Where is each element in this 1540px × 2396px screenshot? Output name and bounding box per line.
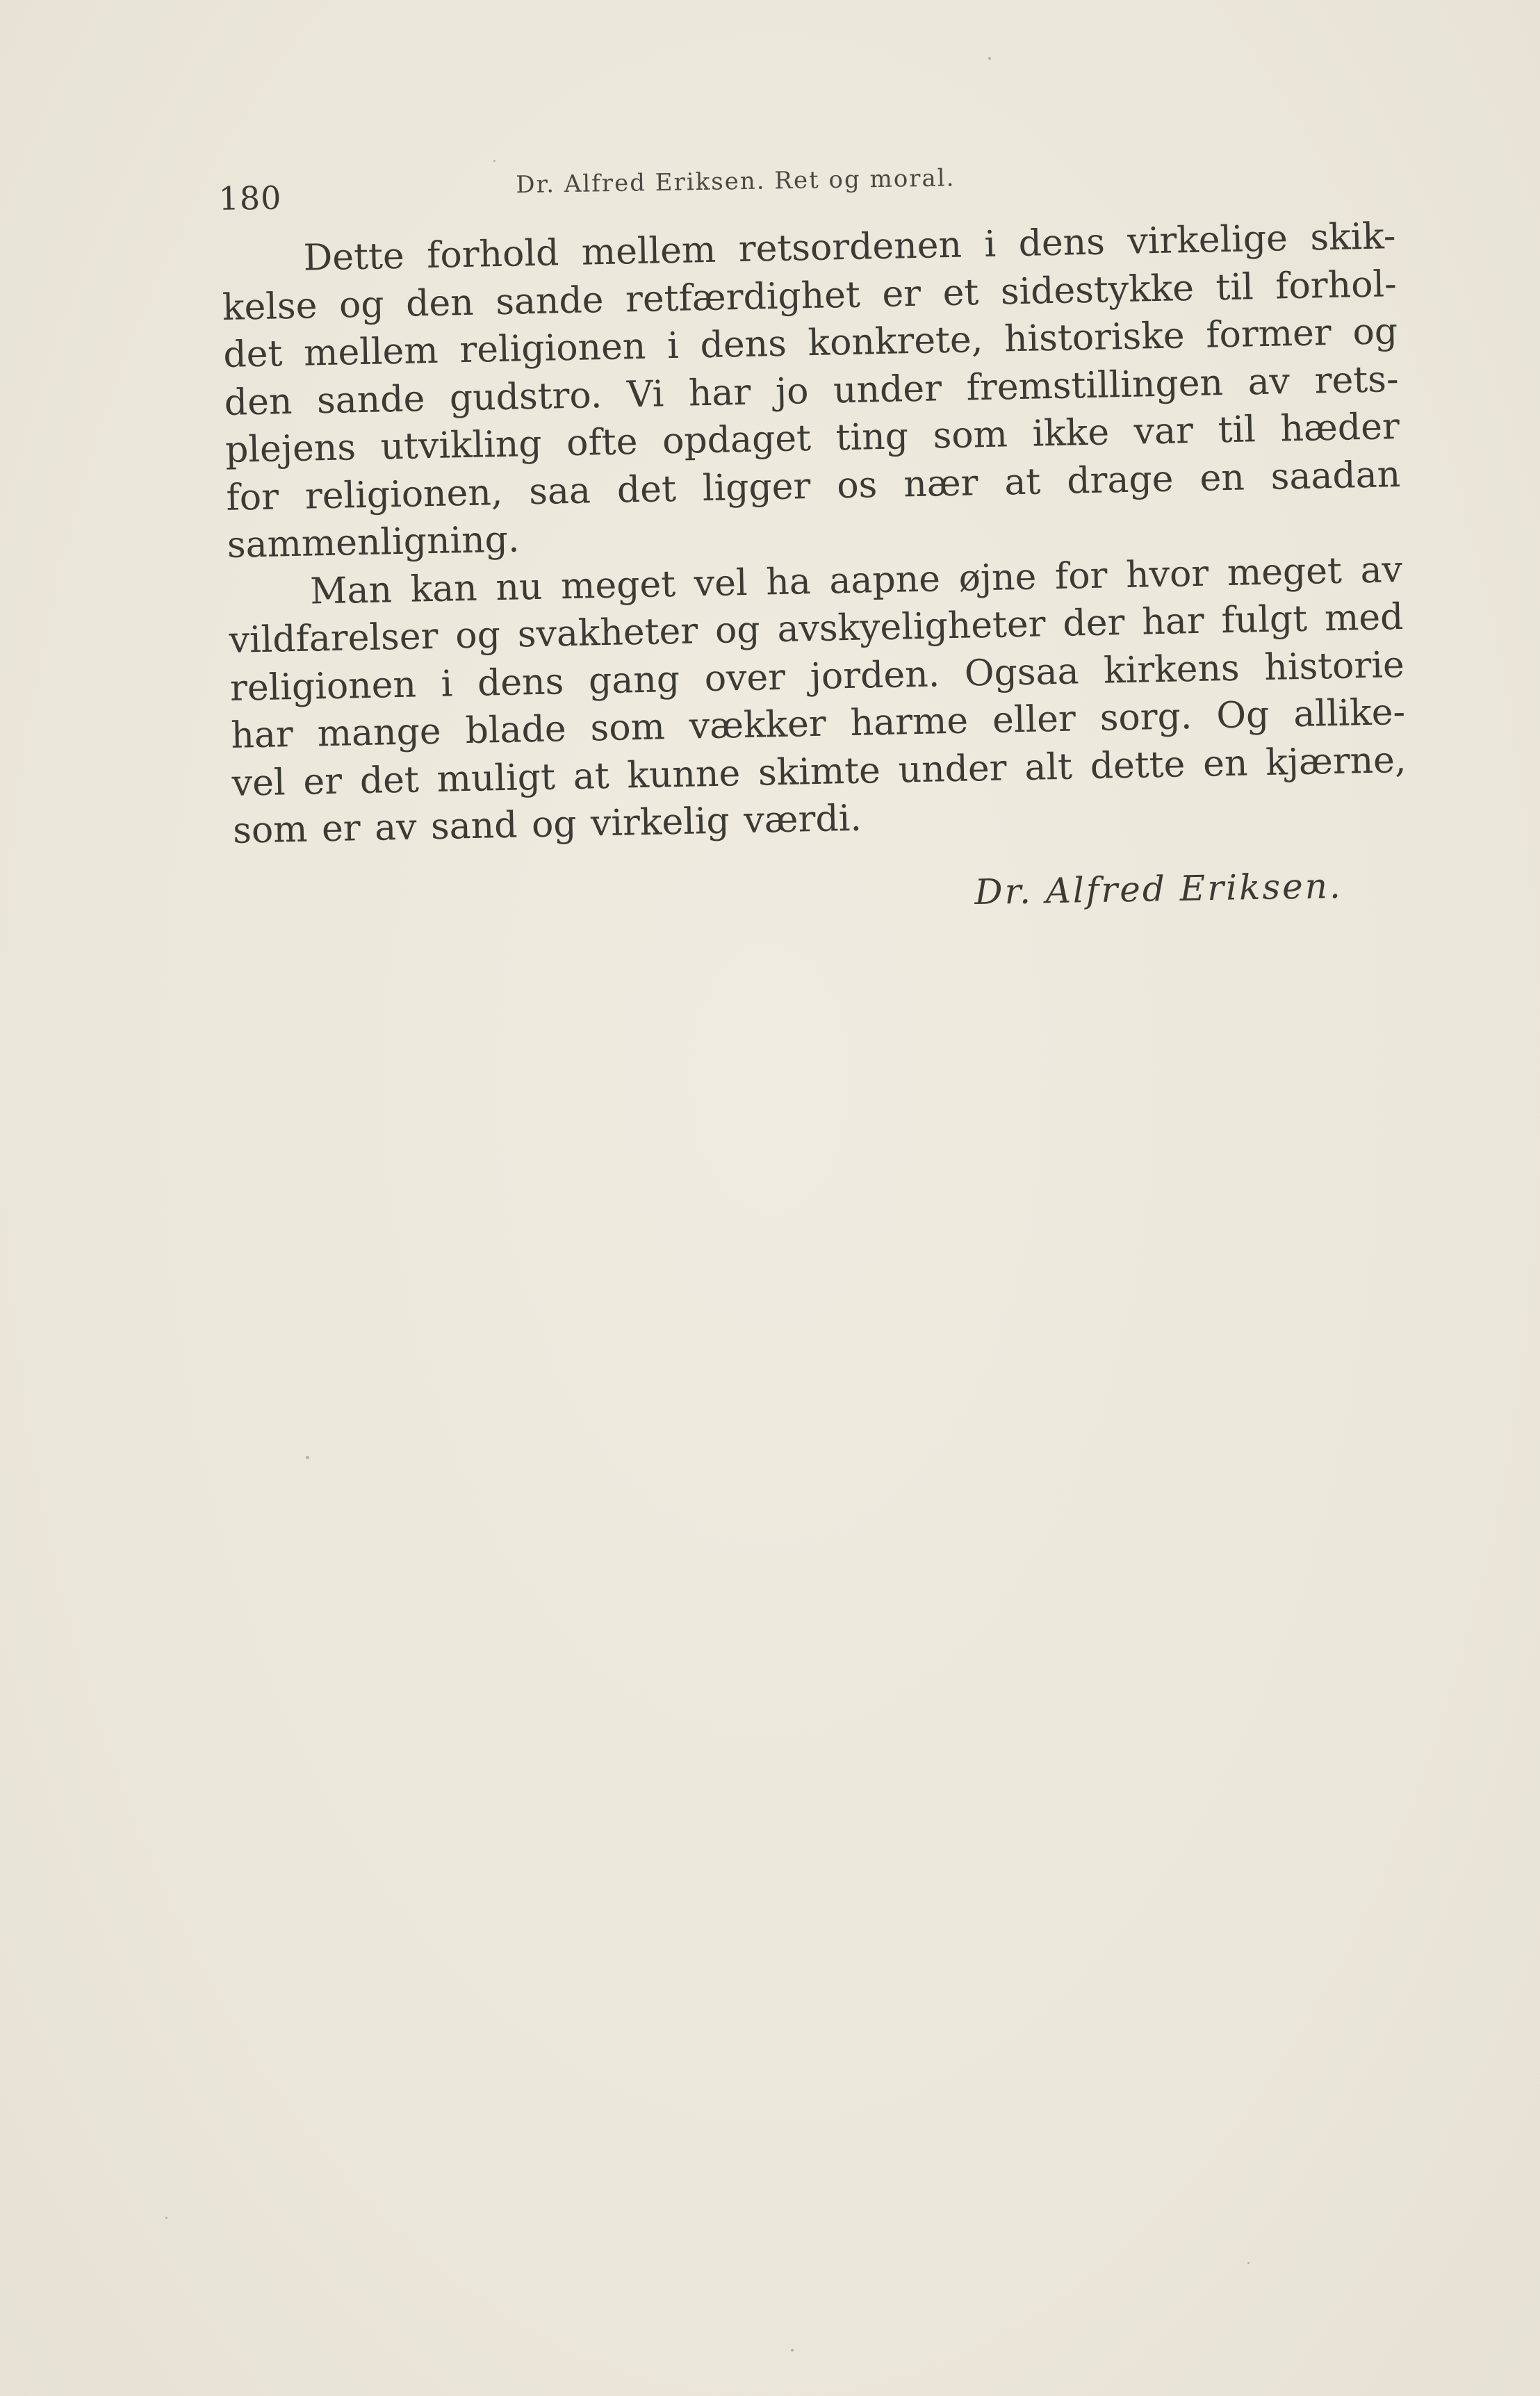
word: mellem <box>303 329 439 375</box>
word: historiske <box>1004 315 1186 361</box>
word: religionen <box>459 325 646 372</box>
word: sorg. <box>1099 696 1193 739</box>
word: historie <box>1263 643 1405 689</box>
word: religionen, <box>304 471 503 518</box>
word: skimte <box>757 749 881 794</box>
word: opdaget <box>662 418 812 463</box>
word: Vi <box>626 372 664 416</box>
word: i <box>666 325 680 368</box>
page-number: 180 <box>218 179 282 218</box>
word: os <box>836 463 878 507</box>
word: Dette <box>303 235 405 279</box>
paper-speck <box>306 1456 309 1459</box>
word: for <box>225 475 279 519</box>
word: vækker <box>689 703 827 748</box>
paper-speck <box>493 160 495 162</box>
page-header <box>215 156 1147 218</box>
word: allike- <box>1293 691 1406 736</box>
word: skik- <box>1309 215 1396 259</box>
word: dens <box>1018 221 1106 265</box>
word: forhold <box>426 232 559 277</box>
running-head: Dr. Alfred Eriksen. Ret og moral. <box>516 164 956 199</box>
word: har <box>688 371 751 415</box>
paragraph-1 <box>221 213 1402 569</box>
word: kelse <box>222 284 318 329</box>
word: dens <box>699 322 787 367</box>
word: aapne <box>828 557 941 602</box>
word: at <box>1004 460 1041 503</box>
word: og <box>714 609 761 652</box>
word: jo <box>775 370 810 413</box>
word: virkelige <box>1127 218 1288 263</box>
word: eller <box>992 698 1076 741</box>
word: ofte <box>566 421 639 465</box>
word: dens <box>477 660 564 705</box>
word: i <box>441 662 453 705</box>
word: retfærdighet <box>625 274 861 320</box>
word: plejens <box>224 427 357 471</box>
word: hæder <box>1279 406 1400 450</box>
word: under <box>833 367 942 411</box>
word: retsordenen <box>738 224 962 271</box>
word: drage <box>1066 458 1174 502</box>
word: var <box>1133 409 1194 453</box>
word: mange <box>317 710 442 755</box>
word: Ogsaa <box>964 650 1080 695</box>
word: sande <box>495 279 605 323</box>
word: hvor <box>1125 552 1209 596</box>
word: har <box>230 714 294 757</box>
word: er <box>881 272 921 315</box>
word: og <box>1352 311 1398 354</box>
word: der <box>1062 602 1125 645</box>
word: religionen <box>229 663 417 709</box>
word: det <box>359 758 420 802</box>
word: svakheter <box>517 610 698 656</box>
word: fremstillingen <box>966 361 1224 409</box>
paper-speck <box>165 2217 167 2219</box>
word: forhol- <box>1275 263 1398 308</box>
word: meget <box>560 563 676 607</box>
word: harme <box>850 700 969 744</box>
word: og <box>338 283 385 327</box>
word: gang <box>588 658 680 703</box>
word: fulgt <box>1220 598 1308 642</box>
word: Og <box>1215 694 1270 737</box>
paper-speck <box>791 2349 794 2352</box>
word: vildfarelser <box>229 615 439 662</box>
word: med <box>1324 596 1404 640</box>
word: øjne <box>958 556 1037 600</box>
word: at <box>573 755 610 798</box>
word: former <box>1205 311 1332 356</box>
word: sande <box>316 377 425 422</box>
word: blade <box>464 708 567 753</box>
word: ha <box>765 560 812 603</box>
word: alt <box>1024 746 1073 789</box>
word: til <box>1215 265 1254 309</box>
word: muligt <box>436 756 556 801</box>
word: utvikling <box>380 422 543 468</box>
word: av <box>1247 360 1291 403</box>
text-line: sammenligning. <box>227 518 520 566</box>
word: vel <box>694 561 748 605</box>
word: ligger <box>702 465 811 509</box>
word: ikke <box>1031 411 1110 455</box>
word: som <box>589 706 666 750</box>
word: av <box>1359 548 1403 591</box>
word: og <box>454 614 501 657</box>
word: kjærne, <box>1265 739 1407 784</box>
word: nu <box>495 566 543 609</box>
word: saadan <box>1270 453 1401 498</box>
body-text <box>221 213 1408 855</box>
word: har <box>1141 600 1205 643</box>
word: meget <box>1227 550 1343 594</box>
word: et <box>942 271 979 314</box>
word: det <box>616 468 677 511</box>
word: rets- <box>1314 358 1400 402</box>
word: en <box>1202 742 1249 785</box>
word: Man <box>309 568 393 613</box>
word: gudstro. <box>449 374 603 419</box>
word: kan <box>410 567 478 611</box>
word: mellem <box>581 229 716 274</box>
word: som <box>932 413 1008 457</box>
word: en <box>1199 457 1245 500</box>
word: den <box>405 281 475 325</box>
word: over <box>704 656 786 700</box>
word: dette <box>1090 743 1186 787</box>
word: den <box>224 380 293 424</box>
word: kirkens <box>1103 647 1240 692</box>
paragraph-2 <box>228 545 1408 855</box>
paper-speck <box>988 57 991 60</box>
word: nær <box>903 461 979 505</box>
word: konkrete, <box>808 319 983 365</box>
word: saa <box>528 469 591 513</box>
word: i <box>983 223 997 265</box>
text-line: som er av sand og virkelig værdi. <box>232 797 862 852</box>
word: til <box>1218 409 1256 452</box>
word: ting <box>835 416 909 459</box>
word: jorden. <box>810 653 940 698</box>
word: kunne <box>626 752 741 796</box>
author-signature: Dr. Alfred Eriksen. <box>974 865 1343 912</box>
word: vel <box>231 761 286 805</box>
word: avskyeligheter <box>776 603 1047 651</box>
word: er <box>302 760 343 803</box>
word: under <box>898 746 1008 791</box>
paper-speck <box>1247 2262 1250 2264</box>
word: sidestykke <box>1000 267 1195 313</box>
word: for <box>1054 555 1108 598</box>
word: det <box>222 333 283 376</box>
